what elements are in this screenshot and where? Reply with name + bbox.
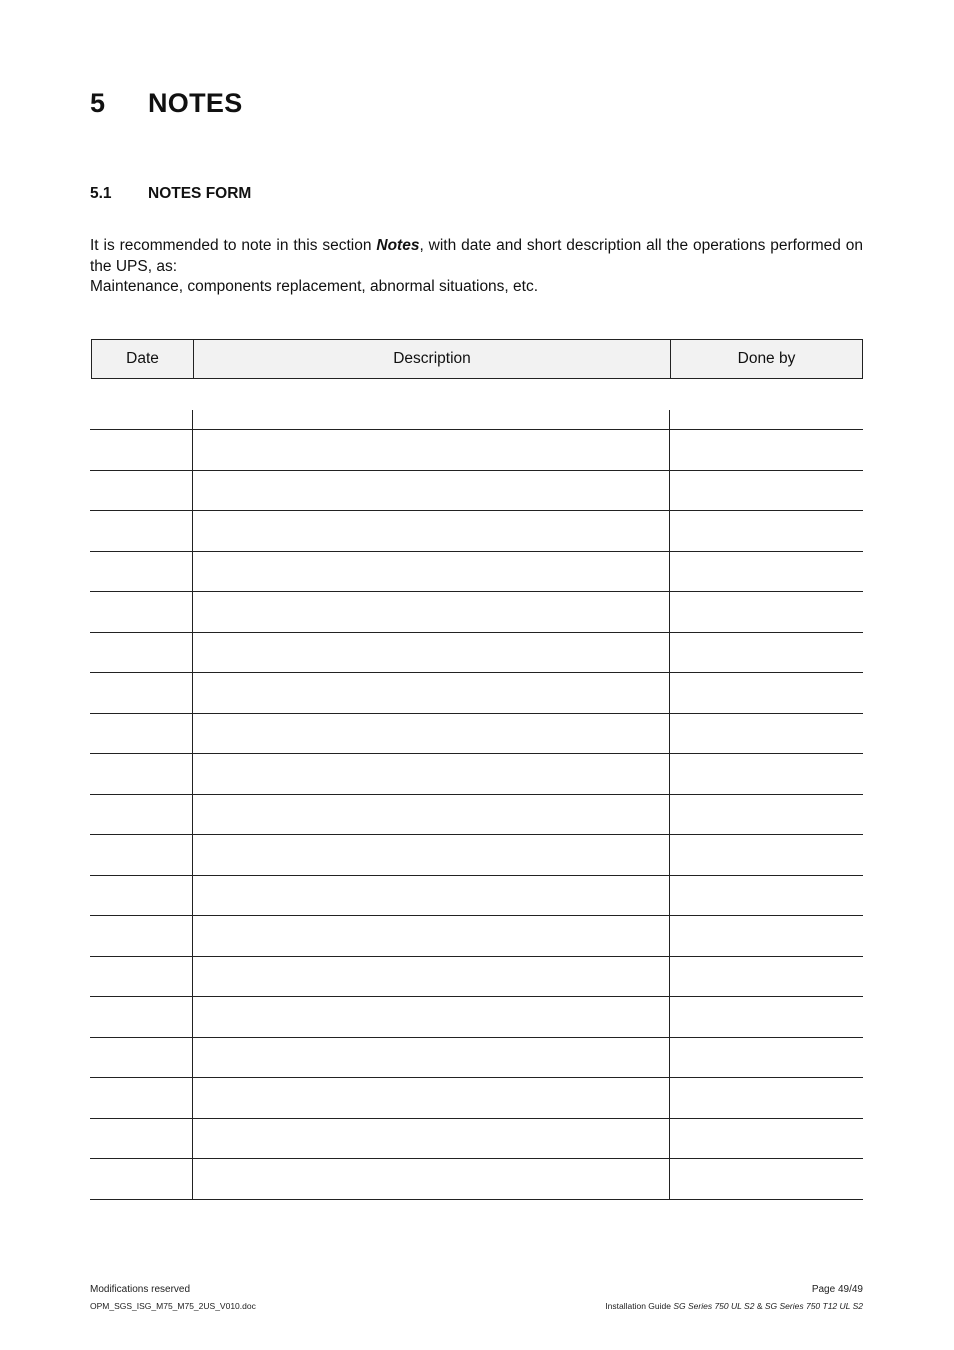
- intro-text-prefix: It is recommended to note in this section: [90, 237, 377, 254]
- table-row: [90, 1078, 863, 1119]
- intro-emphasis-notes: Notes: [376, 237, 420, 254]
- date-cell: [90, 997, 193, 1037]
- done-by-cell: [670, 997, 863, 1037]
- table-row: [90, 552, 863, 593]
- description-cell: [193, 511, 670, 551]
- description-cell: [193, 552, 670, 592]
- description-cell: [193, 592, 670, 632]
- table-row: [90, 633, 863, 674]
- table-row: [90, 957, 863, 998]
- done-by-cell: [670, 673, 863, 713]
- date-cell: [90, 754, 193, 794]
- done-by-cell: [670, 795, 863, 835]
- description-cell: [193, 633, 670, 673]
- footer-guide-prefix: Installation Guide: [605, 1301, 674, 1311]
- table-row: [90, 916, 863, 957]
- table-row: [90, 997, 863, 1038]
- header-description: Description: [194, 340, 671, 378]
- table-row: [90, 1038, 863, 1079]
- date-cell: [90, 916, 193, 956]
- description-cell: [193, 916, 670, 956]
- done-by-cell: [670, 511, 863, 551]
- header-date: Date: [92, 340, 194, 378]
- table-row: [90, 714, 863, 755]
- table-row: [90, 835, 863, 876]
- section-title: NOTES: [148, 88, 243, 118]
- done-by-cell: [670, 552, 863, 592]
- table-row: [90, 795, 863, 836]
- done-by-cell: [670, 835, 863, 875]
- footer-guide-title: [605, 1301, 863, 1311]
- description-cell: [193, 1119, 670, 1159]
- header-done-by: Done by: [737, 350, 796, 367]
- section-number: 5: [90, 88, 106, 118]
- done-by-cell: [670, 1119, 863, 1159]
- date-cell: [90, 1078, 193, 1118]
- description-cell: [193, 795, 670, 835]
- description-cell: [193, 876, 670, 916]
- subsection-number: 5.1: [90, 185, 112, 202]
- intro-line-2: Maintenance, components replacement, abnormal situations, etc.: [90, 278, 539, 295]
- footer-guide-model-1: SG Series 750 UL S2: [673, 1301, 755, 1311]
- description-cell: [193, 673, 670, 713]
- description-cell: [193, 471, 670, 511]
- description-cell: [193, 754, 670, 794]
- description-cell: [193, 835, 670, 875]
- footer-page-number: Page 49/49: [811, 1284, 863, 1295]
- date-cell: [90, 876, 193, 916]
- notes-table-body: [90, 410, 863, 1200]
- description-cell: [193, 957, 670, 997]
- date-cell: [90, 592, 193, 632]
- date-cell: [90, 1159, 193, 1199]
- table-row: [90, 754, 863, 795]
- table-row: [90, 471, 863, 512]
- table-row: [90, 1159, 863, 1200]
- date-cell: [90, 410, 193, 429]
- done-by-cell: [670, 592, 863, 632]
- done-by-cell: [670, 714, 863, 754]
- description-cell: [193, 410, 670, 429]
- table-row: [90, 410, 863, 430]
- footer-guide-model-2: SG Series 750 T12 UL S2: [764, 1301, 863, 1311]
- done-by-cell: [670, 430, 863, 470]
- footer-guide-sep: &: [754, 1301, 765, 1311]
- table-row: [90, 511, 863, 552]
- description-cell: [193, 430, 670, 470]
- done-by-cell: [670, 1159, 863, 1199]
- description-cell: [193, 1038, 670, 1078]
- table-row: [90, 430, 863, 471]
- table-row: [90, 592, 863, 633]
- description-cell: [193, 1159, 670, 1199]
- intro-line-1: [90, 236, 863, 277]
- notes-table-header: [91, 339, 863, 379]
- date-cell: [90, 714, 193, 754]
- done-by-cell: [670, 471, 863, 511]
- date-cell: [90, 957, 193, 997]
- date-cell: [90, 673, 193, 713]
- footer-modifications: Modifications reserved: [90, 1284, 191, 1295]
- date-cell: [90, 633, 193, 673]
- table-row: [90, 1119, 863, 1160]
- date-cell: [90, 552, 193, 592]
- done-by-cell: [670, 916, 863, 956]
- table-row: [90, 876, 863, 917]
- date-cell: [90, 1119, 193, 1159]
- done-by-cell: [670, 876, 863, 916]
- intro-text-suffix: , with date and short description all the operations performed on the UPS, as:: [90, 237, 863, 275]
- date-cell: [90, 795, 193, 835]
- done-by-cell: [670, 957, 863, 997]
- done-by-cell: [670, 754, 863, 794]
- footer-filename: OPM_SGS_ISG_M75_M75_2US_V010.doc: [90, 1301, 256, 1311]
- table-row: [90, 673, 863, 714]
- intro-paragraph: [90, 236, 863, 298]
- done-by-cell: [670, 1078, 863, 1118]
- done-by-cell: [670, 633, 863, 673]
- description-cell: [193, 1078, 670, 1118]
- date-cell: [90, 471, 193, 511]
- done-by-cell: [670, 410, 863, 429]
- description-cell: [193, 997, 670, 1037]
- date-cell: [90, 511, 193, 551]
- date-cell: [90, 835, 193, 875]
- subsection-title: NOTES FORM: [148, 185, 252, 202]
- date-cell: [90, 430, 193, 470]
- description-cell: [193, 714, 670, 754]
- done-by-cell: [670, 1038, 863, 1078]
- date-cell: [90, 1038, 193, 1078]
